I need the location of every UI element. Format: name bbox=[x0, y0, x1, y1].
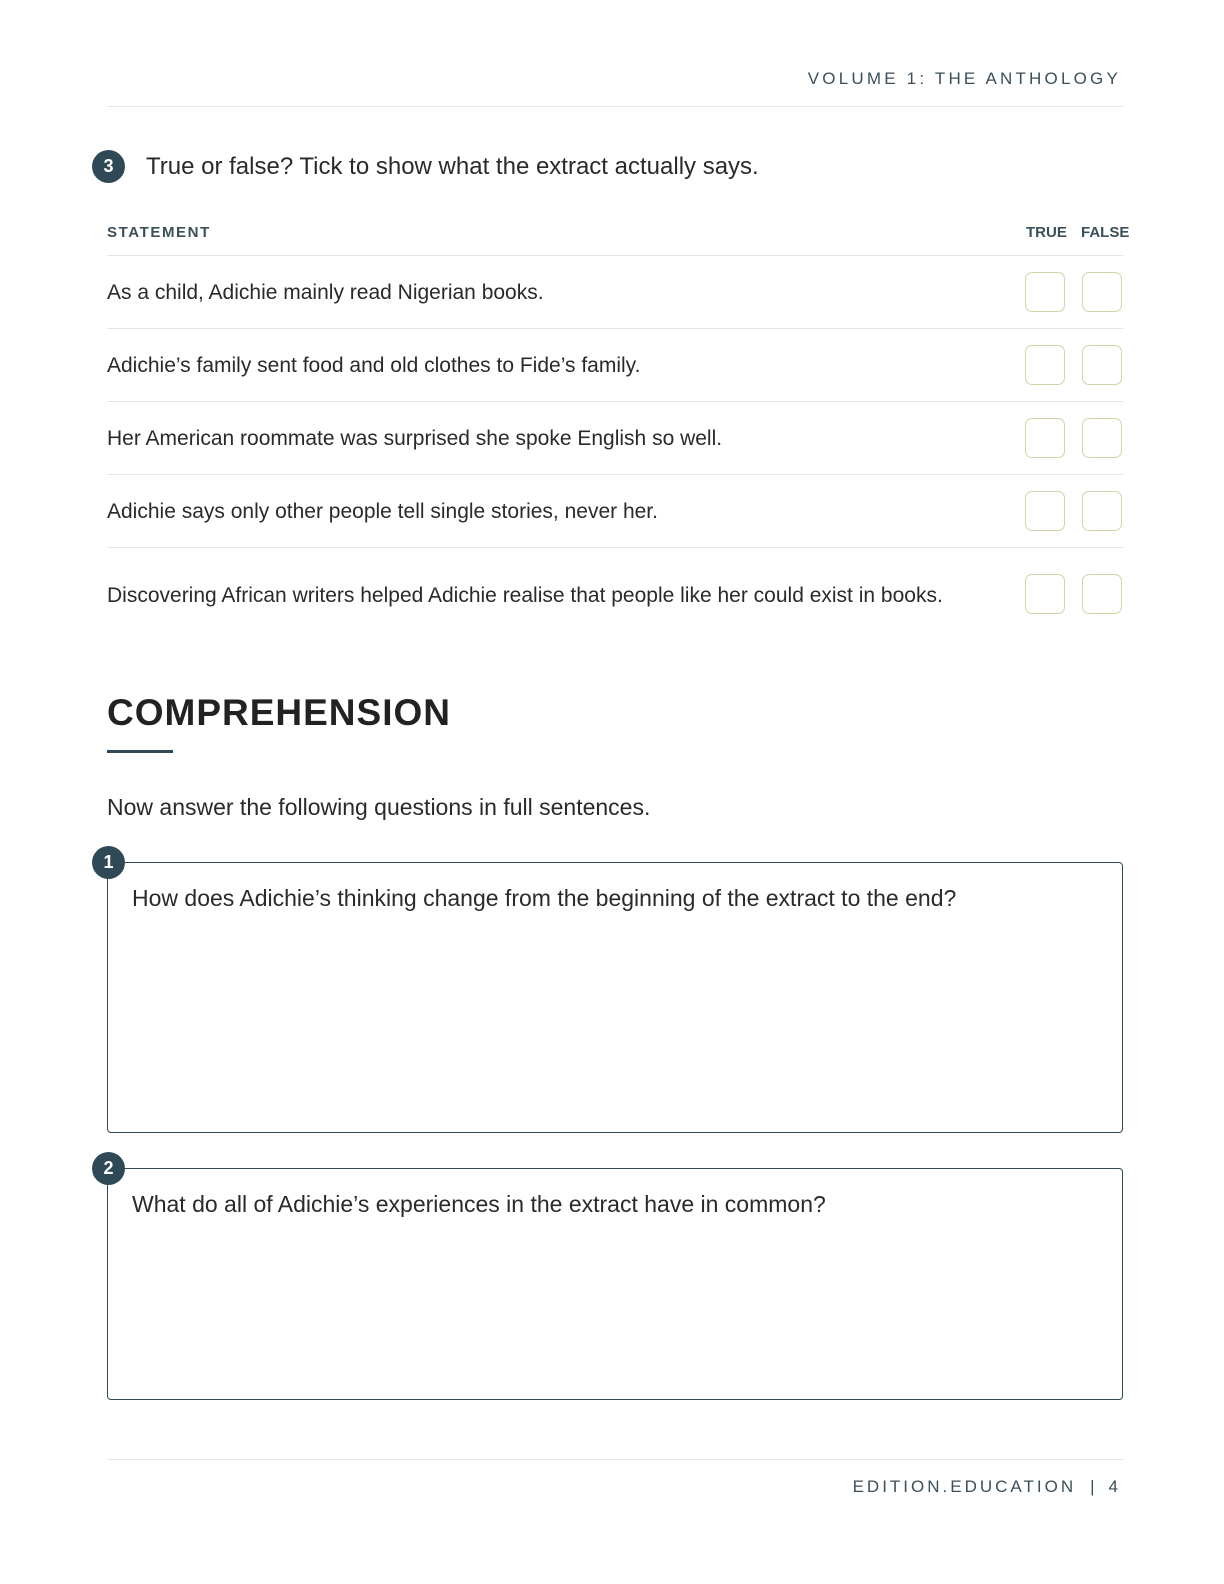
true-checkbox[interactable] bbox=[1025, 418, 1065, 458]
true-false-table bbox=[107, 255, 1123, 640]
question-number-badge: 2 bbox=[92, 1152, 125, 1185]
footer-site: EDITION.EDUCATION bbox=[852, 1477, 1077, 1496]
section-title-underline bbox=[107, 750, 173, 753]
false-checkbox[interactable] bbox=[1082, 418, 1122, 458]
true-false-prompt: True or false? Tick to show what the extract actually says. bbox=[146, 152, 759, 180]
footer-divider bbox=[107, 1459, 1123, 1460]
page-number: 4 bbox=[1108, 1477, 1121, 1496]
running-header: VOLUME 1: THE ANTHOLOGY bbox=[807, 69, 1121, 88]
statement-text: Her American roommate was surprised she spoke English so well. bbox=[107, 426, 723, 450]
table-row bbox=[107, 255, 1123, 328]
true-checkbox[interactable] bbox=[1025, 574, 1065, 614]
false-checkbox[interactable] bbox=[1082, 272, 1122, 312]
table-row bbox=[107, 401, 1123, 474]
section-title: COMPREHENSION bbox=[107, 692, 451, 733]
true-checkbox[interactable] bbox=[1025, 272, 1065, 312]
footer-separator: | bbox=[1090, 1477, 1095, 1496]
false-checkbox[interactable] bbox=[1082, 491, 1122, 531]
question-text: How does Adichie’s thinking change from the beginning of the extract to the end? bbox=[132, 885, 957, 911]
page-footer bbox=[853, 1477, 1121, 1497]
statement-text: Adichie’s family sent food and old clothes to Fide’s family. bbox=[107, 353, 641, 377]
question-number-badge: 1 bbox=[92, 846, 125, 879]
statement-text: Discovering African writers helped Adichie realise that people like her could exist in books. bbox=[107, 583, 943, 607]
true-checkbox[interactable] bbox=[1025, 491, 1065, 531]
statement-text: As a child, Adichie mainly read Nigerian books. bbox=[107, 280, 544, 304]
false-checkbox[interactable] bbox=[1082, 574, 1122, 614]
table-row bbox=[107, 328, 1123, 401]
table-row bbox=[107, 474, 1123, 547]
false-column-header: FALSE bbox=[1081, 224, 1130, 241]
true-false-heading bbox=[92, 150, 759, 183]
table-row bbox=[107, 547, 1123, 640]
question-text: What do all of Adichie’s experiences in the extract have in common? bbox=[132, 1191, 826, 1217]
header-divider bbox=[107, 106, 1123, 107]
statement-text: Adichie says only other people tell single stories, never her. bbox=[107, 499, 658, 523]
answer-box-1[interactable] bbox=[107, 862, 1123, 1133]
false-checkbox[interactable] bbox=[1082, 345, 1122, 385]
true-checkbox[interactable] bbox=[1025, 345, 1065, 385]
question-number-badge: 3 bbox=[92, 150, 125, 183]
true-column-header: TRUE bbox=[1026, 224, 1067, 241]
statement-column-header: STATEMENT bbox=[107, 224, 211, 241]
section-instructions: Now answer the following questions in full sentences. bbox=[107, 794, 651, 820]
answer-box-2[interactable] bbox=[107, 1168, 1123, 1400]
